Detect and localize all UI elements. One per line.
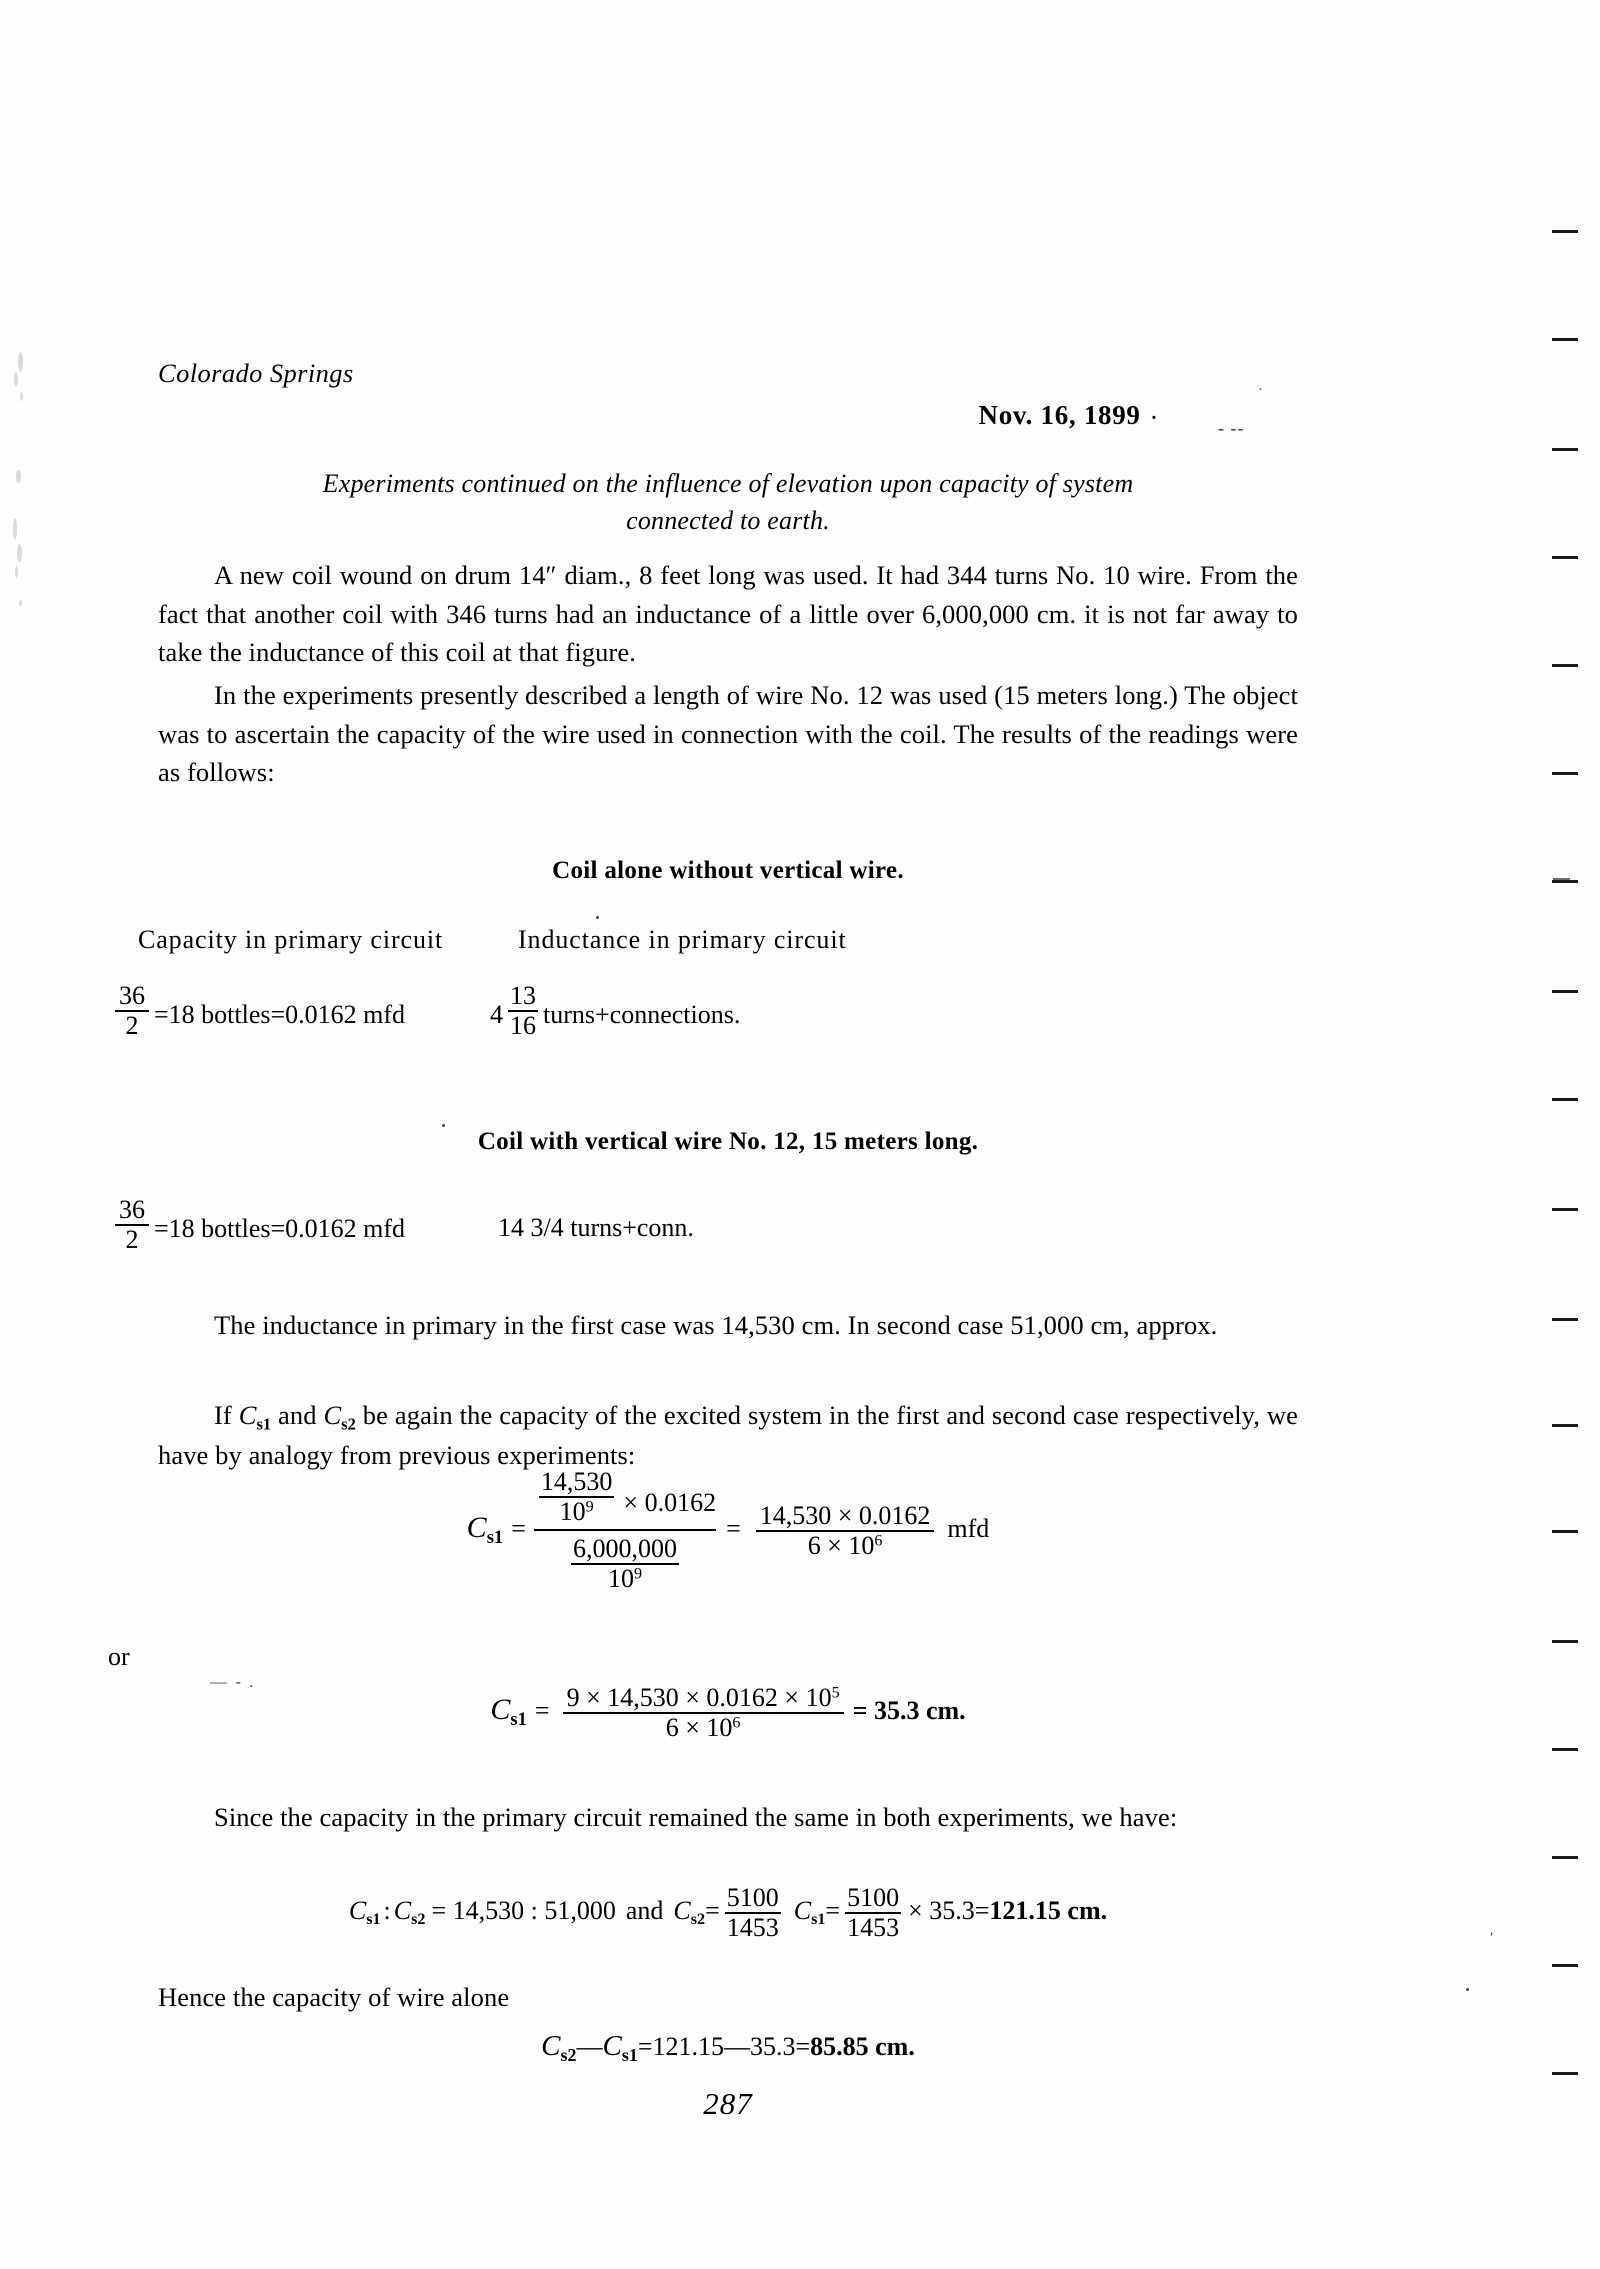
subject-title [158,466,1298,540]
section-1-inductance-value [490,982,740,1040]
stray-ink-dot [1466,1988,1469,1991]
equation-2-result: = 35.3 cm. [852,1696,966,1726]
equation-3-ratio-lhs: Cs1 [348,1896,381,1929]
exponent: 9 [633,1565,643,1583]
fraction-denominator: $6 \times 10^6$ [756,1530,935,1560]
paragraph-5-text: Since the capacity in the primary circuit remained the same in both experiments, we have: [214,1802,1178,1832]
section-1-heading: Coil alone without vertical wire. [552,857,904,884]
equation-3-fraction-2 [845,1884,901,1942]
section-2-capacity-value [110,1196,405,1254]
subscript: s2 [411,1911,426,1929]
subscript: s1 [366,1911,381,1929]
subscript: s1 [811,1911,826,1929]
equation-2 [158,1684,1298,1742]
equation-1-lhs: Cs1 [466,1510,504,1548]
stray-ink-dot-2 [596,916,599,919]
subscript: s2 [690,1911,706,1929]
fraction-denominator: $10^9$ [539,1496,615,1526]
section-1-capacity-value [110,982,405,1040]
equation-4-body: =121.15—35.3= [637,2032,811,2061]
inner-fraction-14530-over-10e9 [539,1468,615,1526]
compound-fraction-denominator [534,1529,716,1593]
paragraph-3-text: The inductance in primary in the first case was 14,530 cm. In second case 51,000 cm, approx. [214,1310,1218,1340]
stray-ink-mark-right: ′ [1490,1930,1494,1946]
inline-var-cs1-subscript: s1 [256,1414,272,1434]
equation-3-and: and [625,1896,664,1926]
date-smudge-dot: · [1258,382,1263,398]
equation-3-multiplier: × 35.3 [908,1896,975,1926]
fraction-numerator: 14,530 × 0.0162 [759,1500,931,1530]
section-2-inductance-value: 14 3/4 turns+conn. [498,1213,694,1242]
paragraph-2-text: In the experiments presently described a length of wire No. 12 was used (15 meters long.) The object was to ascertain the capacity of the wire used in connection with the coil. The results of the readings were as follows: [158,680,1298,788]
pen-smudge-mark: — - . [210,1672,256,1691]
capacity-result-text: =18 bottles=0.0162 mfd [154,1214,406,1244]
subscript: s1 [621,2044,638,2065]
exponent: 5 [831,1684,840,1702]
inductance-whole-number: 4 [490,1000,503,1030]
date-text: Nov. 16, 1899 [978,400,1141,430]
section-1-column-label-inductance: Inductance in primary circuit [518,925,847,954]
equation-1-compound-fraction [534,1468,716,1593]
stray-ink-dot-3 [442,1124,445,1127]
fraction-denominator: 2 [115,1010,149,1040]
equation-1-equals-2: = [726,1513,741,1543]
equation-1-unit: mfd [947,1513,990,1543]
equation-3-var-cs1: Cs1 [793,1896,826,1929]
equation-3-ratio-value: = 14,530 : 51,000 [431,1896,616,1926]
paragraph-6-text: Hence the capacity of wire alone [158,1982,510,2012]
equation-4-var-cs2: Cs2 [541,2030,577,2065]
fraction-numerator: 6,000,000 [572,1534,677,1564]
location-heading: Colorado Springs [158,358,354,388]
paragraph-4 [158,1396,1298,1475]
section-2-heading: Coil with vertical wire No. 12, 15 meters long. [477,1128,979,1155]
date-smudge-mark: - -- [1218,418,1245,438]
date-heading [158,400,1158,431]
inline-var-cs2-subscript: s2 [341,1414,356,1434]
equation-1-equals: = [511,1513,526,1543]
paragraph-3 [158,1306,1298,1345]
fraction-numerator: 13 [510,981,536,1010]
fraction-denominator: 1453 [847,1913,900,1943]
equation-3-result-equals: = [974,1896,990,1926]
equation-2-equals: = [534,1696,550,1726]
fraction-36-over-2 [115,982,149,1040]
equation-1-right-fraction [756,1502,935,1560]
fraction-numerator: 36 [119,981,145,1010]
subject-title-line-1: Experiments continued on the influence of elevation upon capacity of system [322,469,1134,498]
exponent: 6 [874,1532,883,1550]
equation-2-lhs-subscript: s1 [510,1708,527,1730]
numerator-multiplier: × 0.0162 [623,1487,717,1517]
or-connector-label: or [108,1642,130,1671]
paragraph-1 [158,556,1298,672]
fraction-numerator: 5100 [726,1883,779,1912]
inductance-unit-text: turns+connections. [543,1000,741,1030]
equation-4-minus: — [576,2032,603,2061]
equation-4-var-cs1: Cs1 [602,2030,638,2065]
inline-var-cs2: Cs2 [323,1400,356,1434]
inner-fraction-6000000-over-10e9 [571,1535,679,1593]
equation-4 [158,2030,1298,2066]
paragraph-1-text: A new coil wound on drum 14″ diam., 8 feet long was used. It had 344 turns No. 10 wire. From the fact that another coil with 346 turns had an inductance of a little over 6,000,000 cm. it is not far away to take the inductance of this coil at that figure. [158,560,1298,668]
equation-2-fraction [563,1684,844,1742]
equation-3-fraction-1 [725,1884,781,1942]
fraction-numerator: 5100 [847,1883,900,1912]
equation-3-var-cs2: Cs2 [673,1896,706,1929]
section-1-column-label-capacity: Capacity in primary circuit [138,925,444,954]
paragraph-6 [158,1978,1298,2017]
exponent: 6 [732,1714,741,1732]
inline-var-cs1: Cs1 [238,1400,272,1434]
compound-fraction-numerator [534,1468,716,1529]
equation-2-lhs: Cs1 [490,1693,527,1730]
fraction-numerator: 14,530 [540,1467,613,1496]
fraction-36-over-2 [115,1196,149,1254]
fraction-denominator: $10^9$ [571,1563,679,1593]
subject-title-line-2: connected to earth. [626,505,830,535]
paragraph-4-pre: If [214,1400,239,1430]
exponent: 9 [585,1498,594,1516]
equation-3-ratio-rhs: Cs2 [393,1896,426,1929]
subscript: s2 [560,2044,577,2065]
fraction-denominator: $6 \times 10^6$ [563,1712,844,1742]
fraction-numerator: 36 [119,1195,145,1224]
equation-3 [158,1884,1298,1942]
fraction-denominator: 1453 [726,1913,779,1943]
capacity-result-text: =18 bottles=0.0162 mfd [154,1000,406,1030]
paragraph-2 [158,676,1298,792]
paragraph-5 [158,1798,1298,1837]
fraction-denominator: 16 [510,1011,536,1041]
date-trailing-mark: · [1150,407,1158,429]
fraction-13-over-16 [508,982,538,1040]
equation-1 [158,1468,1298,1593]
paragraph-4-post: be again the capacity of the excited system in the first and second case respectively, we have by analogy from previous experiments: [158,1400,1299,1471]
equation-3-colon: : [383,1896,391,1926]
equation-4-result: 85.85 cm. [810,2032,915,2061]
equation-3-equals-1: = [705,1896,720,1926]
fraction-numerator: $9 \times 14,530 \times 0.0162 \times 10^5$ [566,1683,840,1712]
equation-3-equals-2: = [825,1896,841,1926]
paragraph-4-mid: and [271,1400,324,1430]
equation-3-result: 121.15 cm. [989,1896,1108,1926]
page-number: 287 [703,2086,753,2121]
fraction-denominator: 2 [115,1224,149,1254]
equation-1-lhs-subscript: s1 [486,1526,504,1548]
